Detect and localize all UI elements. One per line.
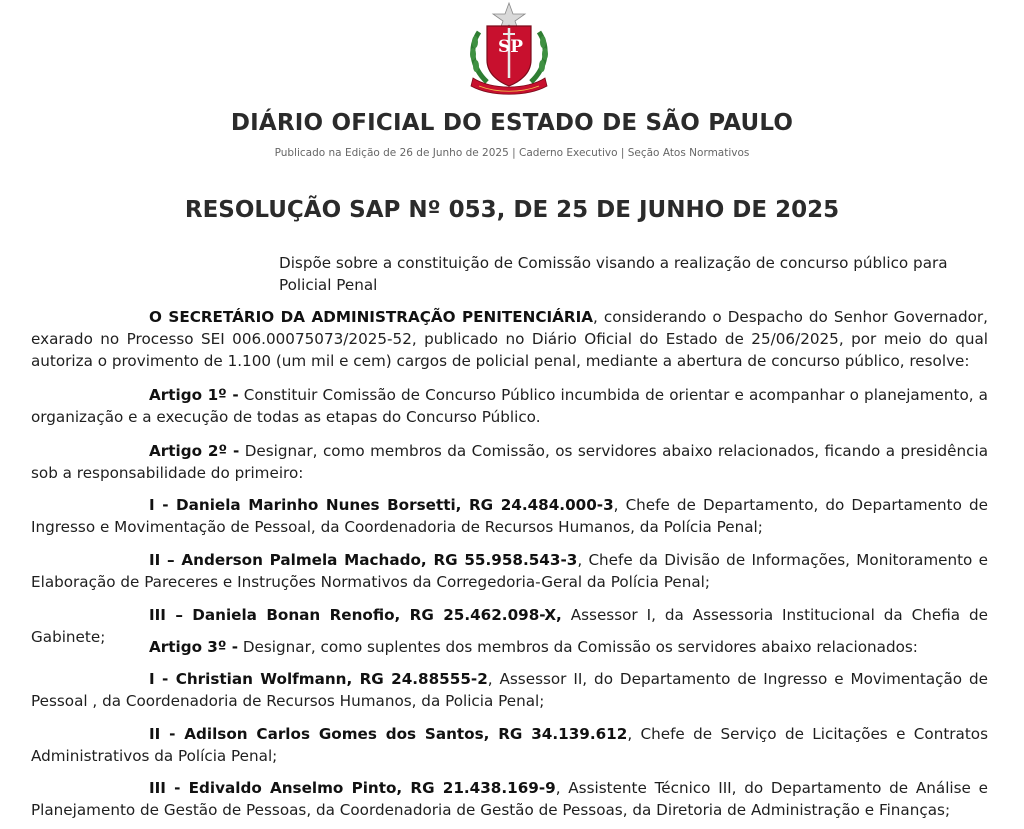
member-2-sep: , xyxy=(420,551,434,569)
sao-paulo-coat-of-arms xyxy=(463,2,555,98)
article-3-label: Artigo 3º - xyxy=(149,638,239,656)
resolution-ementa: Dispõe sobre a constituição de Comissão visando a realização de concurso público para Policial Penal xyxy=(279,254,948,294)
article-1-label: Artigo 1º - xyxy=(149,386,239,404)
member-item xyxy=(31,549,988,593)
substitute-1-role: , Assessor II, do Departamento de Ingresso e Movimentação de Pessoal , da Coordenadoria de Recursos Humanos, da Policia Penal; xyxy=(31,670,988,710)
member-item xyxy=(31,494,988,538)
article-2 xyxy=(31,440,988,484)
article-2-label: Artigo 2º - xyxy=(149,442,240,460)
preamble-paragraph xyxy=(31,306,988,372)
substitute-item xyxy=(31,668,988,712)
article-3 xyxy=(31,636,988,658)
member-1-role: , Chefe de Departamento, do Departamento de Ingresso e Movimentação de Pessoal, da Coordenadoria de Recursos Humanos, da Polícia Penal; xyxy=(31,496,988,536)
preamble-text: , considerando o Despacho do Senhor Governador, exarado no Processo SEI 006.00075073/2025-52, publicado no Diário Oficial do Estado de 25/06/2025, por meio do qual autoriza o provimento de 1.100 (um mil e cem) cargos de policial penal, mediante a abertura de concurso público, resolve: xyxy=(31,308,988,370)
preamble-authority: O SECRETÁRIO DA ADMINISTRAÇÃO PENITENCIÁRIA xyxy=(149,308,593,326)
member-3-role: Assessor I, da Assessoria Institucional da Chefia de Gabinete; xyxy=(31,606,988,646)
article-1 xyxy=(31,384,988,428)
substitute-2-sep: , xyxy=(483,725,499,743)
substitute-3-name: III - Edivaldo Anselmo Pinto, RG 21.438.169-9 xyxy=(149,779,556,797)
substitute-3-role: , Assistente Técnico III, do Departamento de Análise e Planejamento de Gestão de Pessoas, da Coordenadoria de Gestão de Pessoas, da Diretoria de Administração e Finanças; xyxy=(31,779,988,819)
substitute-item xyxy=(31,723,988,767)
coat-letter-s: SP xyxy=(498,37,524,57)
article-1-text: Constituir Comissão de Concurso Público incumbida de orientar e acompanhar o planejamento, a organização e a execução de todas as etapas do Concurso Público. xyxy=(31,386,988,426)
substitute-2-name: II - Adilson Carlos Gomes dos Santos xyxy=(149,725,484,743)
newspaper-title: DIÁRIO OFICIAL DO ESTADO DE SÃO PAULO xyxy=(230,110,794,136)
member-1-name: I - Daniela Marinho Nunes Borsetti, RG 24.484.000-3 xyxy=(149,496,614,514)
publication-info: Publicado na Edição de 26 de Junho de 2025 | Caderno Executivo | Seção Atos Normativos xyxy=(274,147,750,159)
coat-of-arms-icon xyxy=(463,2,555,98)
member-2-role: , Chefe da Divisão de Informações, Monitoramento e Elaboração de Pareceres e Instruções Normativos da Corregedoria-Geral da Polícia Penal; xyxy=(31,551,988,591)
substitute-2-rg: RG 34.139.612 xyxy=(498,725,628,743)
substitute-2-role: , Chefe de Serviço de Licitações e Contratos Administrativos da Polícia Penal; xyxy=(31,725,988,765)
substitute-1-name: I - Christian Wolfmann, RG 24.88555-2 xyxy=(149,670,488,688)
substitute-item xyxy=(31,777,988,821)
member-2-rg: RG 55.958.543-3 xyxy=(433,551,578,569)
article-3-text: Designar, como suplentes dos membros da Comissão os servidores abaixo relacionados: xyxy=(238,638,918,656)
resolution-title: RESOLUÇÃO SAP Nº 053, DE 25 DE JUNHO DE 2025 xyxy=(184,197,840,223)
article-2-text: Designar, como membros da Comissão, os servidores abaixo relacionados, ficando a presidência sob a responsabilidade do primeiro: xyxy=(31,442,988,482)
member-2-name: II – Anderson Palmela Machado xyxy=(149,551,421,569)
member-3-name: III – Daniela Bonan Renofio, RG 25.462.098-X, xyxy=(149,606,562,624)
